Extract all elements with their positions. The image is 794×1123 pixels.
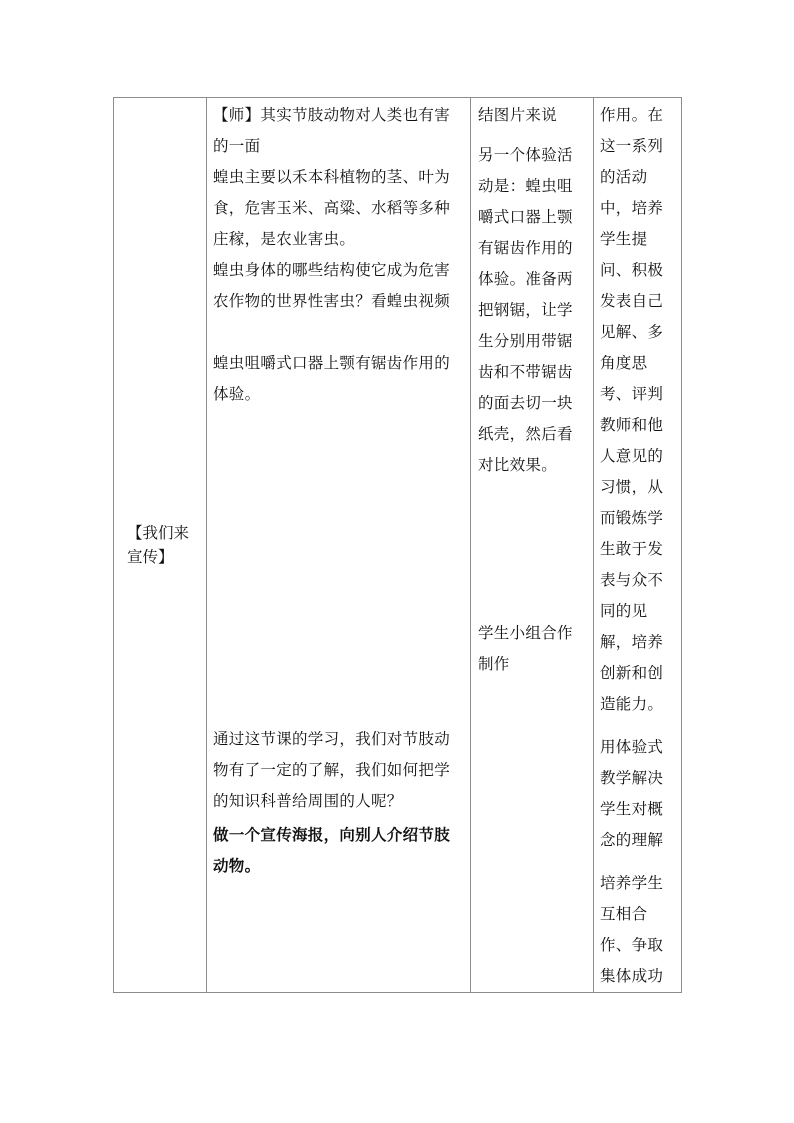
- teacher-paragraph-experience: 蝗虫咀嚼式口器上颚有锯齿作用的体验。: [213, 354, 451, 403]
- student-paragraph-group-work: 学生小组合作制作: [478, 624, 573, 673]
- student-paragraph-saw-experiment: 另一个体验活动是：蝗虫咀嚼式口器上颚有锯齿作用的体验。准备两把钢锯，让学生分别用带锯齿和不带锯齿的面去切一块纸壳，然后看对比效果。: [478, 146, 573, 474]
- student-activity-cell: [471, 98, 594, 993]
- teacher-paragraph-summary: 通过这节课的学习，我们对节肢动物有了一定的了解，我们如何把学的知识科普给周围的人呢？: [213, 730, 451, 810]
- table-row: [114, 98, 682, 993]
- teacher-paragraph-harm: 【师】其实节肢动物对人类也有害的一面: [213, 106, 451, 155]
- intent-paragraph-cooperation: 培养学生互相合作、争取集体成功: [600, 874, 664, 985]
- intent-paragraph-experiential: 用体验式教学解决学生对概念的理解: [600, 738, 664, 849]
- teacher-activity-cell: [207, 98, 471, 993]
- lesson-plan-table: [113, 97, 682, 993]
- intent-paragraph-abilities: 作用。在这一系列的活动中，培养学生提问、积极发表自己见解、多角度思考、评判教师和他人意见的习惯，从而锻炼学生敢于发表与众不同的见解，培养创新和创造能力。: [600, 106, 664, 713]
- design-intent-cell: [594, 98, 682, 993]
- teacher-paragraph-locust-food: 蝗虫主要以禾本科植物的茎、叶为食，危害玉米、高粱、水稻等多种庄稼，是农业害虫。: [213, 168, 451, 248]
- section-cell: [114, 98, 207, 993]
- student-paragraph-picture: 结图片来说: [478, 106, 558, 124]
- teacher-paragraph-question: 蝗虫身体的哪些结构使它成为危害农作物的世界性害虫？看蝗虫视频: [213, 261, 451, 310]
- teacher-paragraph-poster-task: 做一个宣传海报，向别人介绍节肢动物。: [213, 826, 451, 875]
- section-label: 【我们来宣传】: [127, 524, 190, 566]
